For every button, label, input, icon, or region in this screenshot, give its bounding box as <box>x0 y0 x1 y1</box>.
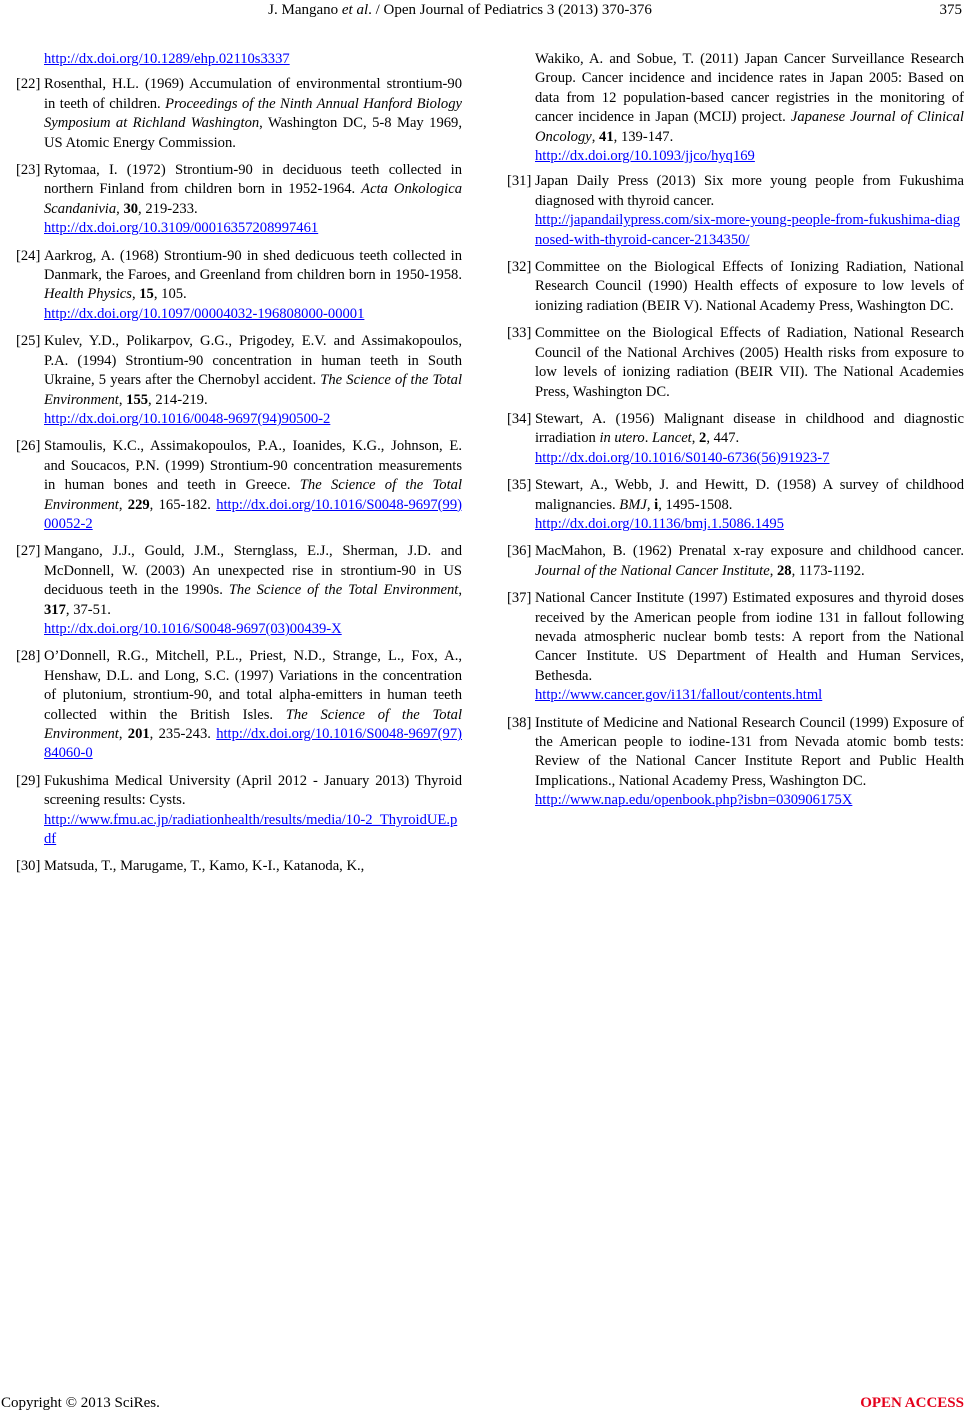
reference-continuation <box>16 50 462 69</box>
reference-body <box>535 589 964 705</box>
reference-volume: 30 <box>123 200 139 217</box>
reference-link[interactable]: http://dx.doi.org/10.1016/S0048-9697(99)00052-2 <box>44 496 462 532</box>
reference-source: Journal of the National Cancer Institute <box>535 562 770 579</box>
reference-text: , 1173-1192. <box>791 562 865 579</box>
reference-volume: 201 <box>127 726 150 742</box>
reference-body <box>535 542 964 581</box>
reference-body <box>535 714 964 811</box>
reference-number: [22] <box>16 76 41 93</box>
reference-text: Stewart, A. (1956) Malignant disease in childhood and diagnostic irradiation <box>535 410 964 447</box>
reference-volume: 41 <box>599 128 614 145</box>
reference-link[interactable]: http://www.nap.edu/openbook.php?isbn=030906175X <box>535 792 853 809</box>
reference-number: [32] <box>507 259 532 276</box>
reference-item <box>507 324 964 402</box>
reference-link[interactable]: http://dx.doi.org/10.1016/S0048-9697(03)00439-X <box>44 620 342 637</box>
reference-source: Acta Onkologica Scandanivia <box>44 181 462 217</box>
reference-link[interactable]: http://dx.doi.org/10.1016/S0140-6736(56)91923-7 <box>535 449 830 466</box>
reference-number: [25] <box>16 333 41 350</box>
reference-text: , 165-182. <box>149 496 217 513</box>
reference-text: , <box>118 726 128 742</box>
reference-body <box>44 647 462 763</box>
reference-text: , 235-243. <box>149 726 217 742</box>
reference-number: [36] <box>507 543 532 560</box>
reference-text: , Washington DC, 5-8 May 1969, US Atomic Energy Commission. <box>44 115 462 151</box>
reference-item <box>16 857 462 876</box>
reference-link[interactable]: http://dx.doi.org/10.1016/S0048-9697(97)84060-0 <box>44 726 462 762</box>
reference-item <box>16 542 462 639</box>
reference-text: Committee on the Biological Effects of Ionizing Radiation, National Research Council (1990) Health effects of exposure to low levels of ionizing radiation (BEIR V). National Academy Press, Washington DC. <box>535 259 964 314</box>
reference-number: [35] <box>507 477 532 494</box>
reference-text: Stewart, A., Webb, J. and Hewitt, D. (1958) A survey of childhood malignancies. <box>535 477 964 513</box>
reference-text: Mangano, J.J., Gould, J.M., Sternglass, E.J., Sherman, J.D. and McDonnell, W. (2003) An unexpected rise in strontium-90 in US deciduous teeth in the 1990s. <box>44 543 462 599</box>
reference-item <box>16 247 462 325</box>
reference-item <box>507 542 964 581</box>
reference-item <box>507 172 964 250</box>
reference-source: The Science of the Total Environment <box>44 477 463 513</box>
reference-link[interactable]: http://dx.doi.org/10.1097/00004032-196808000-00001 <box>44 305 365 322</box>
reference-volume: 2 <box>699 430 707 447</box>
reference-item <box>16 332 462 429</box>
reference-text: , 1495-1508. <box>658 496 733 513</box>
reference-number: [28] <box>16 648 41 665</box>
reference-item <box>507 476 964 534</box>
open-access-label: OPEN ACCESS <box>860 1395 964 1411</box>
reference-link[interactable]: http://dx.doi.org/10.1289/ehp.02110s3337 <box>44 51 290 67</box>
reference-source: Lancet <box>652 430 692 447</box>
reference-text: Matsuda, T., Marugame, T., Kamo, K-I., Katanoda, K., <box>44 858 365 875</box>
reference-item <box>507 714 964 811</box>
reference-volume: i <box>654 496 659 513</box>
reference-text: MacMahon, B. (1962) Prenatal x-ray exposure and childhood cancer. <box>535 543 964 560</box>
reference-text: , 105. <box>153 286 187 303</box>
reference-body <box>535 410 964 468</box>
reference-text: Rytomaa, I. (1972) Strontium-90 in deciduous teeth collected in northern Finland from children born in 1952-1964. <box>44 162 462 198</box>
reference-text: , <box>691 430 700 447</box>
reference-text: Fukushima Medical University (April 2012 - January 2013) Thyroid screening results: Cysts. <box>44 772 462 809</box>
reference-source: Japanese Journal of Clinical Oncology <box>535 109 964 145</box>
reference-source: in utero <box>599 430 645 447</box>
reference-text: , <box>769 562 777 579</box>
journal-citation <box>0 2 920 19</box>
reference-item <box>16 437 462 534</box>
reference-text: , <box>646 496 655 513</box>
header-authors: J. Mangano <box>268 2 342 18</box>
reference-item <box>507 589 964 705</box>
reference-link[interactable]: http://dx.doi.org/10.1093/jjco/hyq169 <box>535 148 755 165</box>
reference-link[interactable]: http://dx.doi.org/10.3109/00016357208997461 <box>44 220 319 237</box>
reference-text: . <box>644 430 652 447</box>
reference-number: [26] <box>16 438 41 455</box>
reference-source: Proceedings of the Ninth Annual Hanford Biology Symposium at Richland Washington <box>44 95 462 132</box>
reference-item <box>16 161 462 239</box>
reference-volume: 317 <box>44 601 66 618</box>
reference-item <box>507 410 964 468</box>
copyright-notice: Copyright © 2013 SciRes. <box>1 1395 160 1411</box>
page-number: 375 <box>939 2 962 18</box>
reference-number: [31] <box>507 173 532 190</box>
reference-text: O’Donnell, R.G., Mitchell, P.L., Priest, N.D., Strange, L., Fox, A., Henshaw, D.L. and Long, S.C. (1997) Variations in the concentration of plutonium, strontium-90, and total alpha-emitters in human teeth collected within the British Isles. <box>44 648 462 723</box>
reference-body <box>44 542 462 639</box>
reference-number: [33] <box>507 325 532 342</box>
header-journal: . / Open Journal of Pediatrics 3 (2013) 370-376 <box>368 2 652 18</box>
reference-text: Rosenthal, H.L. (1969) Accumulation of environmental strontium-90 in teeth of children. <box>44 76 462 112</box>
reference-body <box>44 332 462 429</box>
right-column <box>507 50 964 819</box>
reference-text: Kulev, Y.D., Polikarpov, G.G., Prigodey, E.V. and Assimakopoulos, P.A. (1994) Strontium-90 concentration in human teeth in South Ukraine, 5 years after the Chernobyl accident. <box>44 333 462 389</box>
reference-text: , 447. <box>706 430 740 447</box>
reference-volume: 155 <box>126 391 149 408</box>
reference-text: Institute of Medicine and National Research Council (1999) Exposure of the American people to iodine-131 from Nevada atomic bomb tests: Review of the National Cancer Institute Report and Public Health Implications., National Academy Press, Washington DC. <box>535 714 964 789</box>
reference-link[interactable]: http://www.fmu.ac.jp/radiationhealth/results/media/10-2_ThyroidUE.pdf <box>44 811 458 848</box>
reference-text: , 214-219. <box>148 391 208 408</box>
reference-item <box>16 75 462 153</box>
reference-text: , 139-147. <box>613 128 674 145</box>
reference-number: [38] <box>507 714 532 731</box>
reference-link[interactable]: http://dx.doi.org/10.1136/bmj.1.5086.1495 <box>535 515 784 532</box>
reference-number: [23] <box>16 162 41 179</box>
reference-body <box>535 324 964 402</box>
reference-text: Wakiko, A. and Sobue, T. (2011) Japan Cancer Surveillance Research Group. Cancer incidence and incidence rates in Japan 2005: Based on data from 12 population-based cancer registries in the monitoring of cancer incidence in Japan (MCIJ) project. <box>535 51 964 126</box>
reference-text: , 37-51. <box>65 601 111 618</box>
left-column <box>16 50 462 885</box>
reference-number: [34] <box>507 410 532 427</box>
reference-link[interactable]: http://japandailypress.com/six-more-young-people-from-fukushima-diagnosed-with-thyroid-cancer-2134350/ <box>535 212 961 248</box>
reference-continuation <box>507 50 964 166</box>
reference-text: Japan Daily Press (2013) Six more young people from Fukushima diagnosed with thyroid cancer. <box>535 173 964 209</box>
reference-body <box>44 772 462 850</box>
reference-item <box>16 647 462 763</box>
reference-text: , 219-233. <box>138 200 198 217</box>
reference-list-right <box>507 172 964 810</box>
reference-number: [24] <box>16 247 41 264</box>
reference-body <box>44 75 462 153</box>
reference-number: [37] <box>507 590 532 607</box>
reference-body <box>44 247 462 325</box>
running-header <box>0 2 968 22</box>
reference-volume: 229 <box>127 496 150 513</box>
reference-text: , <box>116 200 124 217</box>
reference-source: Health Physics <box>44 286 132 303</box>
reference-body <box>44 857 462 876</box>
reference-source: BMJ <box>619 496 647 513</box>
reference-text: , <box>118 496 128 513</box>
reference-body <box>44 161 462 239</box>
reference-text: , <box>591 128 600 145</box>
reference-body <box>44 437 462 534</box>
reference-source: The Science of the Total Environment <box>44 706 462 742</box>
reference-source: The Science of the Total Environment <box>44 372 462 408</box>
reference-number: [29] <box>16 772 41 789</box>
reference-volume: 15 <box>139 286 154 303</box>
reference-item <box>16 772 462 850</box>
reference-list-left <box>16 75 462 876</box>
reference-text: Stamoulis, K.C., Assimakopoulos, P.A., Ioanides, K.G., Johnson, E. and Soucacos, P.N. (1999) Strontium-90 concentration measurements in human bones and teeth in Greece. <box>44 438 462 494</box>
reference-text: National Cancer Institute (1997) Estimated exposures and thyroid doses received by the American people from iodine 131 in fallout following nevada atmospheric nuclear bomb tests: A report from the National Cancer Institute. US Department of Health and Human Services, Bethesda. <box>535 590 964 684</box>
reference-body <box>535 258 964 316</box>
reference-volume: 28 <box>777 562 792 579</box>
reference-text: , <box>458 582 462 599</box>
reference-body <box>535 476 964 534</box>
reference-link[interactable]: http://www.cancer.gov/i131/fallout/contents.html <box>535 687 823 704</box>
reference-text: Committee on the Biological Effects of Radiation, National Research Council of the National Archives (2005) Health risks from exposure to low levels of ionizing radiation (BEIR VII). The National Academies Press, Washington DC. <box>535 325 964 400</box>
reference-source: The Science of the Total Environment <box>228 582 459 599</box>
reference-text: Aarkrog, A. (1968) Strontium-90 in shed dedicuous teeth collected in Danmark, the Faroes, and Greenland from children born in 1950-1958. <box>44 247 462 284</box>
reference-link[interactable]: http://dx.doi.org/10.1016/0048-9697(94)90500-2 <box>44 410 331 427</box>
header-et-al: et al <box>341 2 369 18</box>
reference-text: , <box>118 391 127 408</box>
reference-text: , <box>131 286 140 303</box>
reference-body <box>535 172 964 250</box>
reference-number: [27] <box>16 543 41 560</box>
reference-number: [30] <box>16 858 41 875</box>
reference-item <box>507 258 964 316</box>
